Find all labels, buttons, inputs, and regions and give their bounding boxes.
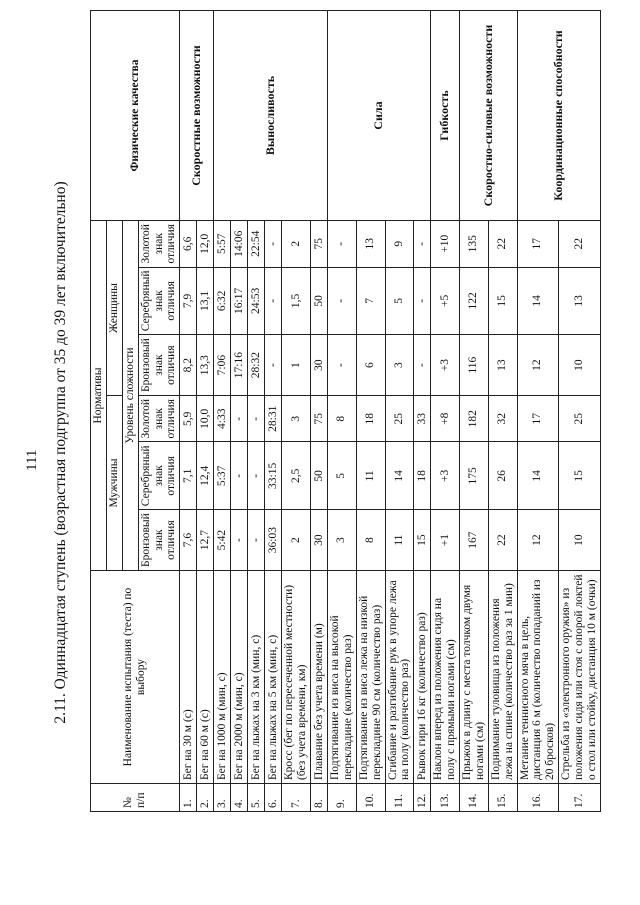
value-women-silver: 50 [311,267,328,335]
value-men-silver: - [231,442,248,510]
test-name: Стрельба из «электронного оружия» из положения сидя или стоя с опорой локтей о стол или стойку, дистанция 10 м (очки) [559,571,601,784]
value-women-gold: 22 [559,221,601,267]
value-women-silver: 15 [488,267,517,335]
header-women-bronze: Бронзовый знак отличия [138,335,180,396]
value-women-gold: 9 [385,221,414,267]
test-name: Бег на 30 м (с) [180,571,197,784]
value-women-silver: 7 [356,267,385,335]
row-number: 3. [214,784,231,812]
value-women-bronze: 10 [559,335,601,396]
value-women-bronze: 13,3 [197,335,214,396]
row-number: 12. [414,784,431,812]
value-men-bronze: 167 [460,510,489,571]
value-women-gold: +10 [431,221,460,267]
section-heading: 2.11. Одиннадцатая ступень (возрастная подгруппа от 35 до 39 лет включительно) [52,181,69,724]
value-women-silver: 5 [385,267,414,335]
quality-speed: Скоростные возможности [180,11,214,221]
test-name: Кросс (бег по пересеченной местности) (без учета времени, км) [282,571,311,784]
value-men-silver: - [248,442,265,510]
value-men-bronze: 30 [311,510,328,571]
row-number: 2. [197,784,214,812]
value-men-silver: 5 [328,442,357,510]
value-women-bronze: 28:32 [248,335,265,396]
value-women-gold: 14:06 [231,221,248,267]
value-women-bronze: 12 [517,335,559,396]
value-men-gold: 8 [328,396,357,442]
value-men-silver: 12,4 [197,442,214,510]
value-men-silver: 7,1 [180,442,197,510]
value-women-bronze: - [328,335,357,396]
test-name: Бег на лыжах на 5 км (мин, с) [265,571,282,784]
table-row [431,11,460,812]
test-name: Бег на 2000 м (мин, с) [231,571,248,784]
normatives-table [90,10,601,812]
value-women-gold: - [265,221,282,267]
value-women-bronze: 30 [311,335,328,396]
value-women-gold: 22 [488,221,517,267]
value-men-bronze: 36:03 [265,510,282,571]
row-number: 1. [180,784,197,812]
row-number: 17. [559,784,601,812]
table-body [180,11,601,812]
value-women-gold: 22:54 [248,221,265,267]
value-men-bronze: 15 [414,510,431,571]
value-men-gold: 25 [385,396,414,442]
value-men-gold: 75 [311,396,328,442]
value-women-silver: 7,9 [180,267,197,335]
table-row [214,11,231,812]
value-women-gold: 2 [282,221,311,267]
row-number: 4. [231,784,248,812]
row-number: 8. [311,784,328,812]
value-men-gold: 32 [488,396,517,442]
value-men-bronze: - [231,510,248,571]
value-women-gold: 5:57 [214,221,231,267]
quality-flexibility: Гибкость [431,11,460,221]
value-men-bronze: 3 [328,510,357,571]
value-men-bronze: 2 [282,510,311,571]
value-women-gold: 75 [311,221,328,267]
header-men-gold: Золотой знак отличия [138,396,180,442]
value-women-silver: - [265,267,282,335]
value-women-bronze: 1 [282,335,311,396]
test-name: Рывок гири 16 кг (количество раз) [414,571,431,784]
quality-endurance: Выносливость [214,11,328,221]
test-name: Метание теннисного мяча в цель, дистанция 6 м (количество попаданий из 20 бросков) [517,571,559,784]
value-men-bronze: 12 [517,510,559,571]
value-men-silver: 18 [414,442,431,510]
value-men-bronze: 22 [488,510,517,571]
value-men-silver: 26 [488,442,517,510]
value-men-gold: 33 [414,396,431,442]
row-number: 11. [385,784,414,812]
value-men-bronze: 10 [559,510,601,571]
row-number: 10. [356,784,385,812]
value-men-gold: 5,9 [180,396,197,442]
test-name: Сгибание и разгибание рук в упоре лежа на полу (количество раз) [385,571,414,784]
test-name: Плавание без учета времени (м) [311,571,328,784]
test-name: Подтягивание из виса на высокой перекладине (количество раз) [328,571,357,784]
row-number: 6. [265,784,282,812]
header-qualities: Физические качества [91,11,180,221]
test-name: Прыжок в длину с места толчком двумя ногами (см) [460,571,489,784]
table-row [328,11,357,812]
table-row [180,11,197,812]
value-women-bronze: - [414,335,431,396]
header-women: Женщины [106,221,122,396]
value-women-silver: 14 [517,267,559,335]
value-men-silver: 15 [559,442,601,510]
value-men-silver: 175 [460,442,489,510]
value-women-silver: 6:32 [214,267,231,335]
value-men-gold: 28:31 [265,396,282,442]
quality-speed-strength: Скоростно-силовые возможности [460,11,518,221]
value-women-bronze: 3 [385,335,414,396]
value-men-silver: 11 [356,442,385,510]
header-test-name: Наименование испытания (теста) по выбору [91,571,180,784]
test-name: Бег на 1000 м (мин, с) [214,571,231,784]
header-number: № п/п [91,784,180,812]
value-men-gold: 4:33 [214,396,231,442]
quality-coordination: Координационные способности [517,11,600,221]
table-row [460,11,489,812]
value-men-bronze: - [248,510,265,571]
table-row [517,11,559,812]
test-name: Поднимание туловища из положения лежа на спине (количество раз за 1 мин) [488,571,517,784]
row-number: 14. [460,784,489,812]
value-women-bronze: 13 [488,335,517,396]
value-women-silver: 13,1 [197,267,214,335]
value-women-bronze: 7:06 [214,335,231,396]
row-number: 5. [248,784,265,812]
value-men-bronze: 11 [385,510,414,571]
value-women-silver: 24:53 [248,267,265,335]
value-men-gold: 17 [517,396,559,442]
value-men-silver: 33:15 [265,442,282,510]
value-women-silver: 13 [559,267,601,335]
value-women-gold: - [414,221,431,267]
value-women-gold: - [328,221,357,267]
row-number: 13. [431,784,460,812]
header-women-silver: Серебряный знак отличия [138,267,180,335]
value-women-bronze: - [265,335,282,396]
quality-strength: Сила [328,11,431,221]
value-women-silver: 1,5 [282,267,311,335]
header-women-gold: Золотой знак отличия [138,221,180,267]
value-women-bronze: 6 [356,335,385,396]
test-name: Бег на 60 м (с) [197,571,214,784]
value-women-bronze: +3 [431,335,460,396]
value-women-bronze: 8,2 [180,335,197,396]
header-men-silver: Серебряный знак отличия [138,442,180,510]
value-men-silver: 50 [311,442,328,510]
value-men-silver: 14 [385,442,414,510]
value-women-bronze: 116 [460,335,489,396]
value-men-bronze: 12,7 [197,510,214,571]
page-number: 111 [24,449,40,471]
value-men-gold: 3 [282,396,311,442]
value-women-gold: 135 [460,221,489,267]
test-name: Подтягивание из виса лежа на низкой перекладине 90 см (количество раз) [356,571,385,784]
value-men-silver: 2,5 [282,442,311,510]
header-level: Уровень сложности [122,221,138,571]
value-men-silver: 14 [517,442,559,510]
test-name: Бег на лыжах на 3 км (мин, с) [248,571,265,784]
test-name: Наклон вперед из положения сидя на полу с прямыми ногами (см) [431,571,460,784]
row-number: 9. [328,784,357,812]
value-women-silver: - [328,267,357,335]
row-number: 16. [517,784,559,812]
row-number: 7. [282,784,311,812]
value-women-gold: 12,0 [197,221,214,267]
value-women-bronze: 17:16 [231,335,248,396]
value-men-bronze: 7,6 [180,510,197,571]
value-men-gold: 182 [460,396,489,442]
value-women-silver: - [414,267,431,335]
value-men-silver: 5:37 [214,442,231,510]
value-men-bronze: 8 [356,510,385,571]
value-men-gold: - [248,396,265,442]
value-women-gold: 17 [517,221,559,267]
header-normatives: Нормативы [91,221,107,571]
value-men-gold: - [231,396,248,442]
header-men: Мужчины [106,396,122,571]
value-women-silver: 122 [460,267,489,335]
value-women-gold: 13 [356,221,385,267]
value-men-gold: 25 [559,396,601,442]
value-men-silver: +3 [431,442,460,510]
value-women-silver: +5 [431,267,460,335]
header-men-bronze: Бронзовый знак отличия [138,510,180,571]
row-number: 15. [488,784,517,812]
value-men-gold: 18 [356,396,385,442]
value-women-gold: 6,6 [180,221,197,267]
value-women-silver: 16:17 [231,267,248,335]
value-men-bronze: +1 [431,510,460,571]
value-men-bronze: 5:42 [214,510,231,571]
value-men-gold: +8 [431,396,460,442]
value-men-gold: 10,0 [197,396,214,442]
